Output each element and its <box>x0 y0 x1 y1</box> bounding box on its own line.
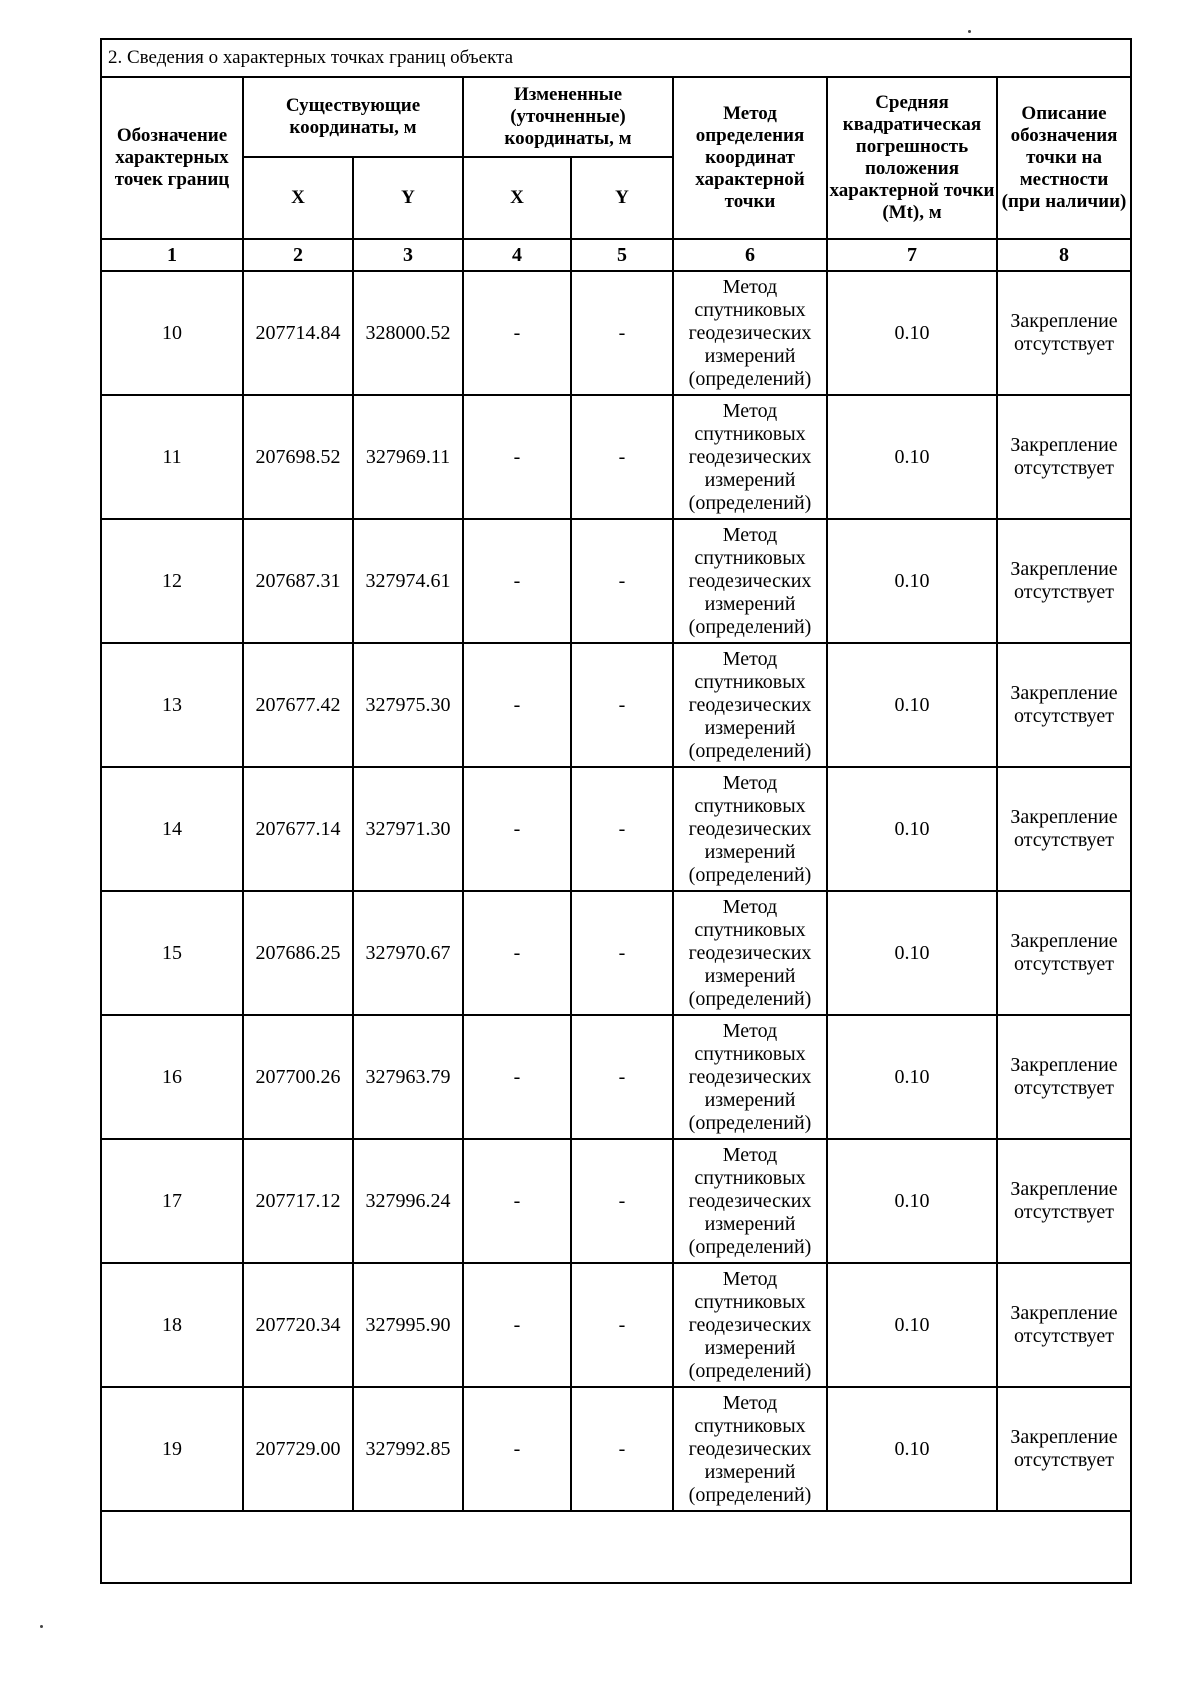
existing-y: 327974.61 <box>353 519 463 643</box>
changed-x: - <box>463 1139 571 1263</box>
error: 0.10 <box>827 1139 997 1263</box>
point-number: 13 <box>101 643 243 767</box>
header-existing-x: X <box>243 157 353 239</box>
existing-y: 327970.67 <box>353 891 463 1015</box>
method: Метод спутниковых геодезических измерений (определений) <box>673 1387 827 1511</box>
existing-y: 327996.24 <box>353 1139 463 1263</box>
changed-y: - <box>571 767 673 891</box>
changed-y: - <box>571 395 673 519</box>
table-row <box>101 1015 1131 1139</box>
point-number: 10 <box>101 271 243 395</box>
column-number: 8 <box>997 239 1131 271</box>
existing-x: 207720.34 <box>243 1263 353 1387</box>
changed-y: - <box>571 1263 673 1387</box>
point-number: 14 <box>101 767 243 891</box>
existing-y: 327969.11 <box>353 395 463 519</box>
description: Закрепление отсутствует <box>997 519 1131 643</box>
column-number: 1 <box>101 239 243 271</box>
point-number: 17 <box>101 1139 243 1263</box>
empty-footer-row <box>101 1511 1131 1583</box>
method: Метод спутниковых геодезических измерений (определений) <box>673 395 827 519</box>
header-changed-y: Y <box>571 157 673 239</box>
error: 0.10 <box>827 395 997 519</box>
method: Метод спутниковых геодезических измерений (определений) <box>673 1015 827 1139</box>
section-title: 2. Сведения о характерных точках границ объекта <box>101 39 1131 77</box>
description: Закрепление отсутствует <box>997 891 1131 1015</box>
column-number: 5 <box>571 239 673 271</box>
point-number: 12 <box>101 519 243 643</box>
changed-y: - <box>571 643 673 767</box>
table-row <box>101 1263 1131 1387</box>
existing-y: 327975.30 <box>353 643 463 767</box>
table-row <box>101 1139 1131 1263</box>
header-changed-x: X <box>463 157 571 239</box>
changed-y: - <box>571 891 673 1015</box>
point-number: 19 <box>101 1387 243 1511</box>
error: 0.10 <box>827 1015 997 1139</box>
existing-x: 207714.84 <box>243 271 353 395</box>
description: Закрепление отсутствует <box>997 1139 1131 1263</box>
description: Закрепление отсутствует <box>997 1263 1131 1387</box>
table-row <box>101 1387 1131 1511</box>
changed-y: - <box>571 1015 673 1139</box>
existing-x: 207686.25 <box>243 891 353 1015</box>
existing-x: 207687.31 <box>243 519 353 643</box>
point-number: 16 <box>101 1015 243 1139</box>
changed-x: - <box>463 271 571 395</box>
changed-x: - <box>463 395 571 519</box>
changed-y: - <box>571 1139 673 1263</box>
existing-x: 207677.42 <box>243 643 353 767</box>
header-description: Описание обозначения точки на местности (при наличии) <box>997 77 1131 239</box>
existing-x: 207717.12 <box>243 1139 353 1263</box>
column-number: 3 <box>353 239 463 271</box>
error: 0.10 <box>827 1263 997 1387</box>
method: Метод спутниковых геодезических измерений (определений) <box>673 1263 827 1387</box>
column-number: 2 <box>243 239 353 271</box>
method: Метод спутниковых геодезических измерений (определений) <box>673 1139 827 1263</box>
changed-x: - <box>463 519 571 643</box>
scan-speck <box>968 30 971 33</box>
changed-x: - <box>463 767 571 891</box>
table-row <box>101 767 1131 891</box>
changed-y: - <box>571 271 673 395</box>
point-number: 18 <box>101 1263 243 1387</box>
changed-x: - <box>463 891 571 1015</box>
header-method: Метод определения координат характерной точки <box>673 77 827 239</box>
error: 0.10 <box>827 891 997 1015</box>
boundary-points-table <box>100 38 1132 1584</box>
existing-x: 207700.26 <box>243 1015 353 1139</box>
description: Закрепление отсутствует <box>997 767 1131 891</box>
changed-y: - <box>571 1387 673 1511</box>
point-number: 15 <box>101 891 243 1015</box>
header-error: Средняя квадратическая погрешность положения характерной точки (Mt), м <box>827 77 997 239</box>
description: Закрепление отсутствует <box>997 271 1131 395</box>
existing-y: 327963.79 <box>353 1015 463 1139</box>
error: 0.10 <box>827 519 997 643</box>
method: Метод спутниковых геодезических измерений (определений) <box>673 643 827 767</box>
changed-x: - <box>463 1387 571 1511</box>
boundary-points-sheet <box>100 38 1130 1584</box>
method: Метод спутниковых геодезических измерений (определений) <box>673 767 827 891</box>
existing-x: 207698.52 <box>243 395 353 519</box>
method: Метод спутниковых геодезических измерений (определений) <box>673 891 827 1015</box>
column-number: 7 <box>827 239 997 271</box>
header-existing-y: Y <box>353 157 463 239</box>
existing-y: 327995.90 <box>353 1263 463 1387</box>
method: Метод спутниковых геодезических измерений (определений) <box>673 519 827 643</box>
header-existing-coordinates: Существующие координаты, м <box>243 77 463 157</box>
table-row <box>101 519 1131 643</box>
header-point-designation: Обозначение характерных точек границ <box>101 77 243 239</box>
scan-speck <box>40 1625 43 1628</box>
existing-x: 207677.14 <box>243 767 353 891</box>
error: 0.10 <box>827 643 997 767</box>
point-number: 11 <box>101 395 243 519</box>
error: 0.10 <box>827 1387 997 1511</box>
description: Закрепление отсутствует <box>997 1387 1131 1511</box>
column-number: 4 <box>463 239 571 271</box>
column-number: 6 <box>673 239 827 271</box>
header-changed-coordinates: Измененные (уточненные) координаты, м <box>463 77 673 157</box>
existing-y: 327992.85 <box>353 1387 463 1511</box>
changed-y: - <box>571 519 673 643</box>
table-row <box>101 643 1131 767</box>
method: Метод спутниковых геодезических измерений (определений) <box>673 271 827 395</box>
table-row <box>101 271 1131 395</box>
changed-x: - <box>463 1015 571 1139</box>
changed-x: - <box>463 1263 571 1387</box>
existing-y: 327971.30 <box>353 767 463 891</box>
table-row <box>101 891 1131 1015</box>
error: 0.10 <box>827 767 997 891</box>
changed-x: - <box>463 643 571 767</box>
table-row <box>101 395 1131 519</box>
error: 0.10 <box>827 271 997 395</box>
description: Закрепление отсутствует <box>997 643 1131 767</box>
existing-x: 207729.00 <box>243 1387 353 1511</box>
existing-y: 328000.52 <box>353 271 463 395</box>
description: Закрепление отсутствует <box>997 1015 1131 1139</box>
description: Закрепление отсутствует <box>997 395 1131 519</box>
